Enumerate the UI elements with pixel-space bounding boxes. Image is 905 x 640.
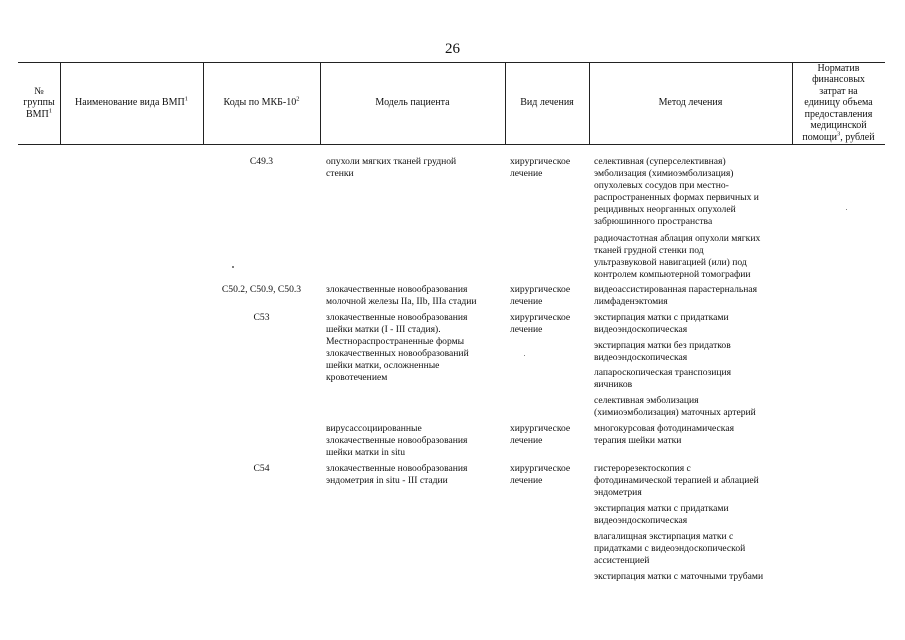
scan-speck bbox=[846, 209, 847, 210]
header-group-number-line: группы bbox=[23, 97, 55, 109]
header-patient-model: Модель пациента bbox=[375, 97, 450, 109]
header-treatment-method: Метод лечения bbox=[658, 97, 723, 109]
icd-code: C53 bbox=[253, 312, 270, 323]
icd-code: C50.2, C50.9, C50.3 bbox=[221, 284, 302, 295]
footnote-mark: 1 bbox=[48, 107, 53, 115]
scan-speck bbox=[232, 266, 234, 268]
scan-speck bbox=[524, 355, 525, 356]
header-group-number-line: № bbox=[34, 85, 44, 97]
header-group-number bbox=[18, 62, 60, 144]
header-icd-codes: Коды по МКБ-$10^2$ bbox=[223, 95, 300, 109]
header-bottom-rule bbox=[18, 144, 885, 145]
header-treatment-type: Вид лечения bbox=[520, 97, 574, 109]
header-cost-norm: Норматив финансовых затрат на единицу объема предоставления медицинской помощи$^3$, рублей bbox=[802, 62, 875, 143]
icd-code: C54 bbox=[253, 463, 270, 474]
header-group-number-line: ВМП bbox=[25, 108, 49, 120]
page-number: 26 bbox=[445, 41, 460, 57]
footnote-mark: 3 bbox=[836, 130, 841, 138]
footnote-mark: 1 bbox=[184, 95, 188, 103]
icd-code: C49.3 bbox=[249, 156, 274, 167]
footnote-mark: 2 bbox=[296, 95, 300, 103]
header-vmp-name: Наименование вида ВМП$^1$ bbox=[75, 95, 188, 109]
